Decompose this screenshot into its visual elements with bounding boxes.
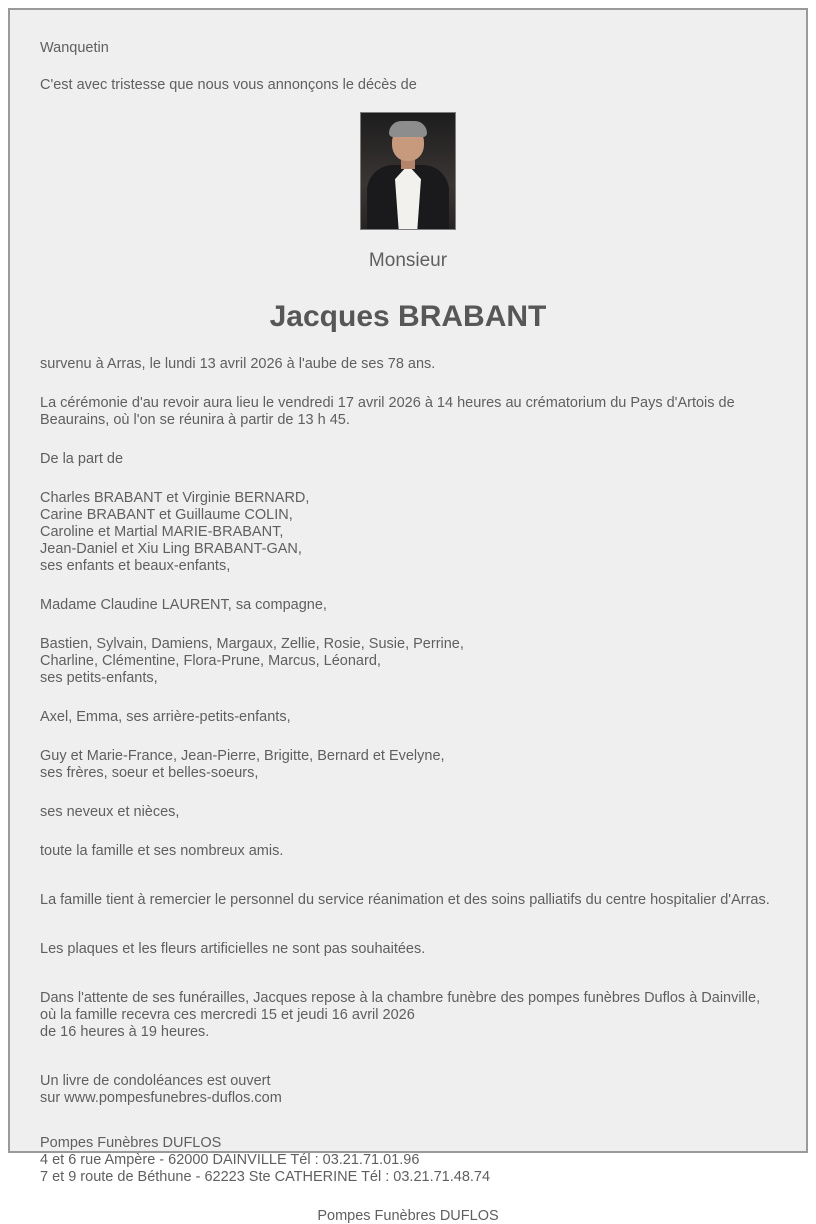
children-line-1: Charles BRABANT et Virginie BERNARD,	[40, 490, 310, 506]
deceased-name: Jacques BRABANT	[269, 300, 547, 333]
great-grandchildren-text: Axel, Emma, ses arrière-petits-enfants,	[40, 709, 291, 725]
company-address-2: 7 et 9 route de Béthune - 62223 Ste CATHERINE Tél : 03.21.71.48.74	[40, 1169, 491, 1185]
grandchildren-block	[40, 636, 776, 687]
funeral-line-1: Dans l'attente de ses funérailles, Jacques repose à la chambre funèbre des pompes funèbres Duflos à Dainville,	[40, 990, 761, 1006]
intro-text: C'est avec tristesse que nous vous annonçons le décès de	[40, 77, 417, 93]
funeral-home-block	[40, 990, 776, 1041]
grandchildren-line-1: Bastien, Sylvain, Damiens, Margaux, Zellie, Rosie, Susie, Perrine,	[40, 636, 464, 652]
portrait-container	[40, 112, 776, 230]
thanks-text: La famille tient à remercier le personnel du service réanimation et des soins palliatifs du centre hospitalier d'Arras.	[40, 892, 770, 908]
condolences-website[interactable]: sur www.pompesfunebres-duflos.com	[40, 1090, 282, 1106]
death-notice-card	[8, 8, 808, 1224]
all-family-text: toute la famille et ses nombreux amis.	[40, 843, 284, 859]
company-name: Pompes Funèbres DUFLOS	[40, 1135, 222, 1151]
companion-text: Madame Claudine LAURENT, sa compagne,	[40, 597, 327, 613]
portrait-hair	[389, 121, 427, 137]
siblings-line-1: Guy et Marie-France, Jean-Pierre, Brigitte, Bernard et Evelyne,	[40, 748, 445, 764]
ceremony-text: La cérémonie d'au revoir aura lieu le vendredi 17 avril 2026 à 14 heures au crématorium du Pays d'Artois de Beaurains, où l'on se réunira à partir de 13 h 45.	[40, 395, 735, 428]
children-line-3: Caroline et Martial MARIE-BRABANT,	[40, 524, 284, 540]
company-address-1: 4 et 6 rue Ampère - 62000 DAINVILLE Tél : 03.21.71.01.96	[40, 1152, 420, 1168]
deceased-portrait-photo	[360, 112, 456, 230]
flowers-text: Les plaques et les fleurs artificielles ne sont pas souhaitées.	[40, 941, 426, 957]
condolences-line-1: Un livre de condoléances est ouvert	[40, 1073, 271, 1089]
location-text: Wanquetin	[40, 40, 109, 56]
death-details-text: survenu à Arras, le lundi 13 avril 2026 à l'aube de ses 78 ans.	[40, 356, 436, 372]
signature-text: Pompes Funèbres DUFLOS	[317, 1208, 499, 1224]
funeral-line-3: de 16 heures à 19 heures.	[40, 1024, 210, 1040]
grandchildren-line-2: Charline, Clémentine, Flora-Prune, Marcus, Léonard,	[40, 653, 381, 669]
siblings-block	[40, 748, 776, 782]
children-label: ses enfants et beaux-enfants,	[40, 558, 231, 574]
civility-text: Monsieur	[368, 250, 448, 271]
grandchildren-label: ses petits-enfants,	[40, 670, 158, 686]
children-block	[40, 490, 776, 575]
children-line-4: Jean-Daniel et Xiu Ling BRABANT-GAN,	[40, 541, 302, 557]
siblings-label: ses frères, soeur et belles-soeurs,	[40, 765, 259, 781]
nephews-text: ses neveux et nièces,	[40, 804, 180, 820]
from-label: De la part de	[40, 451, 124, 467]
children-line-2: Carine BRABANT et Guillaume COLIN,	[40, 507, 293, 523]
funeral-line-2: où la famille recevra ces mercredi 15 et jeudi 16 avril 2026	[40, 1007, 415, 1023]
condolences-block	[40, 1073, 776, 1107]
